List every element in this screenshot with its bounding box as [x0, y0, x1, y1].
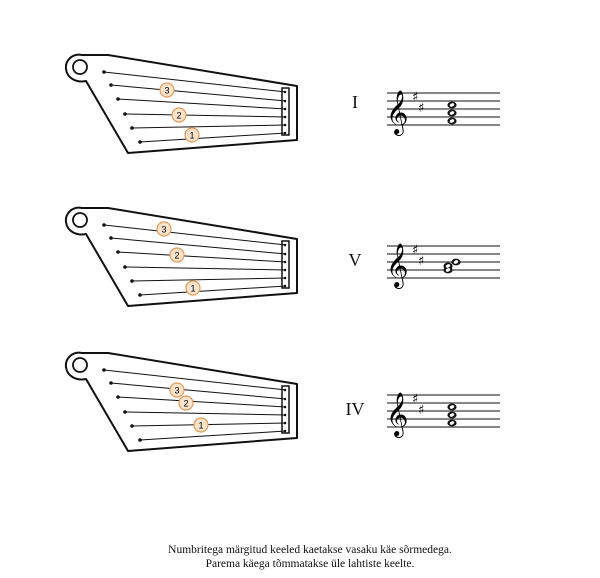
- caption: [0, 543, 600, 571]
- treble-clef-icon: 𝄞: [386, 90, 409, 134]
- chord-numeral-1: I: [352, 92, 358, 112]
- svg-text:3: 3: [174, 385, 180, 396]
- finger-marker-2: [170, 248, 184, 262]
- sharp-f-icon: ♯: [412, 90, 419, 105]
- finger-marker-1: [186, 281, 200, 295]
- treble-clef-icon: 𝄞: [386, 243, 409, 287]
- svg-text:3: 3: [164, 85, 170, 96]
- finger-marker-3: [157, 222, 171, 236]
- svg-text:2: 2: [176, 110, 182, 121]
- staff-2: [382, 236, 507, 296]
- sharp-f-icon: ♯: [412, 392, 419, 407]
- caption-line-2: Parema käega tõmmatakse üle lahtiste keelte.: [205, 558, 415, 570]
- finger-marker-2: [172, 108, 186, 122]
- chord-numeral-2: V: [348, 250, 362, 270]
- kannel-diagram-2: [60, 198, 310, 348]
- finger-marker-1: [194, 418, 208, 432]
- svg-text:1: 1: [189, 130, 195, 141]
- chord-row-2: [0, 198, 600, 348]
- sharp-c-icon: ♯: [418, 101, 425, 116]
- sharp-f-icon: ♯: [412, 243, 419, 258]
- sharp-c-icon: ♯: [418, 403, 425, 418]
- sharp-c-icon: ♯: [418, 254, 425, 269]
- treble-clef-icon: 𝄞: [386, 392, 409, 436]
- chord-row-3: [0, 343, 600, 493]
- chord-row-1: [0, 45, 600, 195]
- caption-line-1: Numbritega märgitud keeled kaetakse vasaku käe sõrmedega.: [168, 544, 452, 556]
- svg-text:1: 1: [198, 420, 204, 431]
- finger-marker-3: [170, 383, 184, 397]
- staff-3: [382, 385, 507, 445]
- staff-1: [382, 83, 507, 143]
- kannel-diagram-1: [60, 45, 310, 195]
- chord-numeral-3: IV: [345, 399, 365, 419]
- finger-marker-1: [185, 128, 199, 142]
- svg-text:3: 3: [161, 224, 167, 235]
- finger-marker-2: [179, 396, 193, 410]
- svg-text:1: 1: [190, 283, 196, 294]
- svg-text:2: 2: [183, 398, 189, 409]
- svg-text:2: 2: [174, 250, 180, 261]
- finger-marker-3: [160, 83, 174, 97]
- kannel-diagram-3: [60, 343, 310, 493]
